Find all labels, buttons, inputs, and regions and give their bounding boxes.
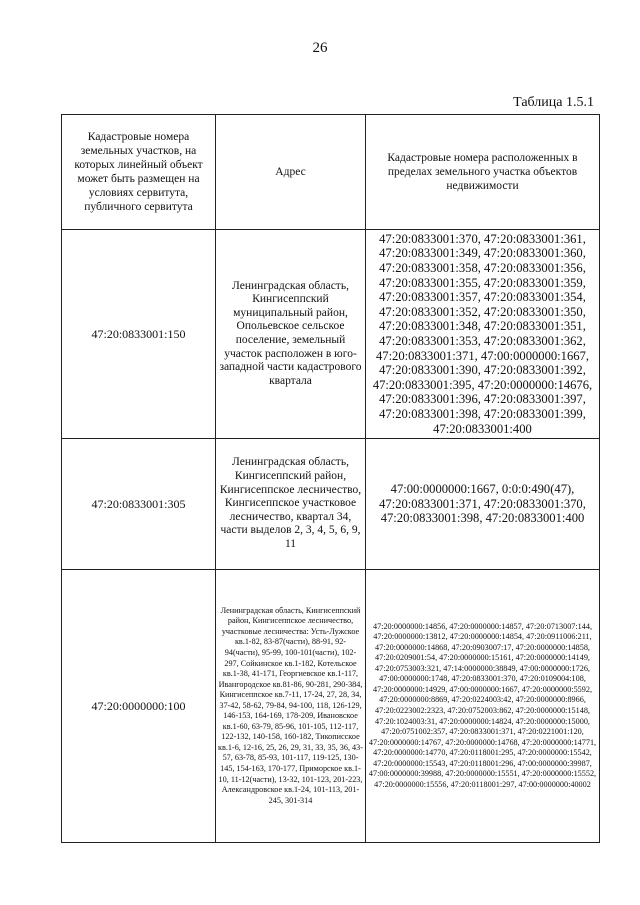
objects-cell: 47:20:0000000:14856, 47:20:0000000:14857, 47:20:0713007:144, 47:20:0000000:13812, 47:20:0000000:14854, 47:20:0911006:211, 47:20:0000000:14868, 47:20:0903007:17, 47:20:0000000:14858, 47:20:0209001:54, 47:20:0000000:15161, 47:20:0000000:14149, 47:20:0753003:321, 47:14:0000000:38849, 47:00:0000000:1726, 47:00:0000000:1748, 47:20:0833001:370, 47:20:0109004:108, 47:20:0000000:14929, 47:00:0000000:1667, 47:20:0000000:5592, 47:20:0000000:8869, 47:20:0224003:42, 47:20:0000000:8966, 47:20:0223002:2323, 47:20:0752003:862, 47:20:0000000:15148, 47:20:1024003:31, 47:20:0000000:14824, 47:20:0000000:15000, 47:20:0751002:357, 47:20:0833001:371, 47:20:0221001:120, 47:20:0000000:14767, 47:20:0000000:14768, 47:20:0000000:14771, 47:20:0000000:14770, 47:20:0118001:295, 47:20:0000000:15542, 47:20:0000000:15543, 47:20:0118001:296, 47:00:0000000:39987, 47:00:0000000:39988, 47:20:0000000:15551, 47:20:0000000:15552, 47:20:0000000:15556, 47:20:0118001:297, 47:00:0000000:40002 — [366, 570, 600, 843]
cadastral-cell: 47:20:0833001:305 — [62, 439, 216, 570]
cadastral-table — [61, 114, 600, 843]
address-cell: Ленинградская область, Кингисеппский муниципальный район, Опольевское сельское поселение, земельный участок расположен в юго-западной части кадастрового квартала — [216, 230, 366, 439]
table-header-row — [62, 115, 600, 230]
page-number: 26 — [312, 40, 328, 56]
header-address: Адрес — [216, 115, 366, 230]
table-row — [62, 230, 600, 439]
header-cadastral: Кадастровые номера земельных участков, на которых линейный объект может быть размещен на условиях сервитута, публичного сервитута — [62, 115, 216, 230]
table-caption: Таблица 1.5.1 — [513, 95, 594, 110]
address-cell: Ленинградская область, Кингисеппский район, Кингисеппское лесничество, Кингисеппское участковое лесничество, квартал 34, части выделов 2, 3, 4, 5, 6, 9, 11 — [216, 439, 366, 570]
cadastral-cell: 47:20:0000000:100 — [62, 570, 216, 843]
cadastral-cell: 47:20:0833001:150 — [62, 230, 216, 439]
table-row — [62, 439, 600, 570]
table-row — [62, 570, 600, 843]
address-cell: Ленинградская область, Кингисеппский район, Кингисеппское лесничество, участковые лесничества: Усть-Лужское кв.1-82, 83-87(части), 88-91, 92-94(части), 95-99, 100-101(части), 102-297, Сойкинское кв.1-182, Котельское кв.1-38, 41-171, Георгиевское кв.1-117, Ивангородское кв.81-86, 90-281, 290-384, Кингисеппское кв.7-11, 17-24, 27, 28, 34, 37-42, 58-62, 79-84, 94-100, 118, 126-129, 146-153, 164-169, 178-209, Ивановское кв.1-60, 63-79, 85-96, 101-105, 112-117, 122-132, 140-158, 160-182, Тикописское кв.1-6, 12-16, 25, 26, 29, 31, 33, 35, 36, 43-57, 63-78, 85-93, 101-117, 119-125, 130-145, 154-163, 170-177, Приморское кв.1-10, 11-12(части), 13-32, 101-123, 201-223, Александровское кв.1-24, 101-113, 201-245, 301-314 — [216, 570, 366, 843]
header-objects: Кадастровые номера расположенных в пределах земельного участка объектов недвижимости — [366, 115, 600, 230]
objects-cell: 47:20:0833001:370, 47:20:0833001:361, 47:20:0833001:349, 47:20:0833001:360, 47:20:0833001:358, 47:20:0833001:356, 47:20:0833001:355, 47:20:0833001:359, 47:20:0833001:357, 47:20:0833001:354, 47:20:0833001:352, 47:20:0833001:350, 47:20:0833001:348, 47:20:0833001:351, 47:20:0833001:353, 47:20:0833001:362, 47:20:0833001:371, 47:00:0000000:1667, 47:20:0833001:390, 47:20:0833001:392, 47:20:0833001:395, 47:20:0000000:14676, 47:20:0833001:396, 47:20:0833001:397, 47:20:0833001:398, 47:20:0833001:399, 47:20:0833001:400 — [366, 230, 600, 439]
objects-cell: 47:00:0000000:1667, 0:0:0:490(47), 47:20:0833001:371, 47:20:0833001:370, 47:20:0833001:398, 47:20:0833001:400 — [366, 439, 600, 570]
